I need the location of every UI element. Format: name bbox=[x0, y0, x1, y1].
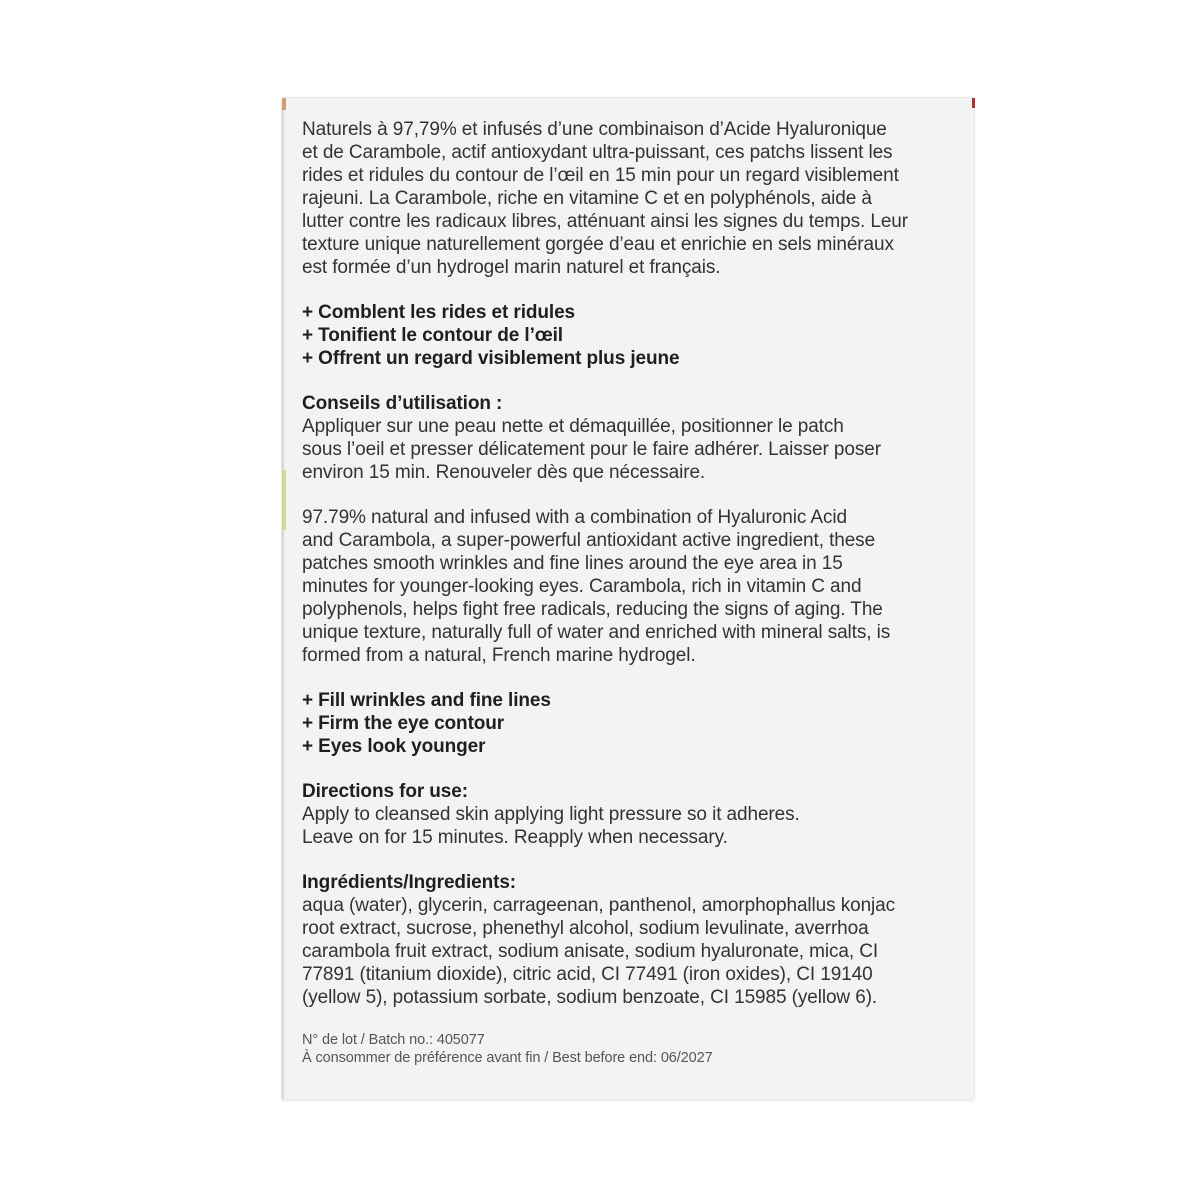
ingredients-heading: Ingrédients/Ingredients: bbox=[302, 872, 517, 893]
label-text-block bbox=[302, 118, 962, 1067]
benefits-list-en bbox=[302, 689, 962, 758]
usage-text-en: Apply to cleansed skin applying light pressure so it adheres. Leave on for 15 minutes. Reapply when necessary. bbox=[302, 804, 800, 848]
usage-heading-fr: Conseils d’utilisation : bbox=[302, 393, 503, 414]
box-edge-accent bbox=[282, 98, 286, 110]
benefit-item: + Firm the eye contour bbox=[302, 713, 505, 734]
benefit-item: + Eyes look younger bbox=[302, 736, 486, 757]
box-edge-accent bbox=[282, 470, 286, 530]
benefits-list-fr bbox=[302, 301, 962, 370]
batch-number: N° de lot / Batch no.: 405077 bbox=[302, 1032, 485, 1048]
best-before: À consommer de préférence avant fin / Best before end: 06/2027 bbox=[302, 1050, 713, 1066]
benefit-item: + Fill wrinkles and fine lines bbox=[302, 690, 551, 711]
benefit-item: + Tonifient le contour de l’œil bbox=[302, 325, 563, 346]
ingredients-text: aqua (water), glycerin, carrageenan, panthenol, amorphophallus konjac root extract, sucrose, phenethyl alcohol, sodium levulinate, averrhoa carambola fruit extract, sodium anisate, sodium hyaluronate, mica, CI 77891 (titanium dioxide), citric acid, CI 77491 (iron oxides), CI 19140 (yellow 5), potassium sorbate, sodium benzoate, CI 15985 (yellow 6). bbox=[302, 895, 896, 1008]
usage-text-fr: Appliquer sur une peau nette et démaquillée, positionner le patch sous l’oeil et presser délicatement pour le faire adhérer. Laisser poser environ 15 min. Renouveler dès que nécessaire. bbox=[302, 416, 881, 483]
description-fr: Naturels à 97,79% et infusés d’une combinaison d’Acide Hyaluronique et de Carambole, actif antioxydant ultra-puissant, ces patchs lissent les rides et ridules du contour de l’œil en 15 min pour un regard visiblement rajeuni. La Carambole, riche en vitamine C et en polyphénols, aide à lutter contre les radicaux libres, atténuant ainsi les signes du temps. Leur texture unique naturellement gorgée d’eau et enrichie en sels minéraux est formée d’un hydrogel marin naturel et français. bbox=[302, 119, 909, 278]
description-en: 97.79% natural and infused with a combination of Hyaluronic Acid and Carambola, a super-powerful antioxidant active ingredient, these patches smooth wrinkles and fine lines around the eye area in 15 minutes for younger-looking eyes. Carambola, rich in vitamin C and polyphenols, helps fight free radicals, reducing the signs of aging. The unique texture, naturally full of water and enriched with mineral salts, is formed from a natural, French marine hydrogel. bbox=[302, 507, 891, 666]
box-edge-accent bbox=[972, 98, 975, 108]
benefit-item: + Comblent les rides et ridules bbox=[302, 302, 576, 323]
batch-info bbox=[302, 1031, 962, 1067]
usage-heading-en: Directions for use: bbox=[302, 781, 468, 802]
benefit-item: + Offrent un regard visiblement plus jeune bbox=[302, 348, 680, 369]
